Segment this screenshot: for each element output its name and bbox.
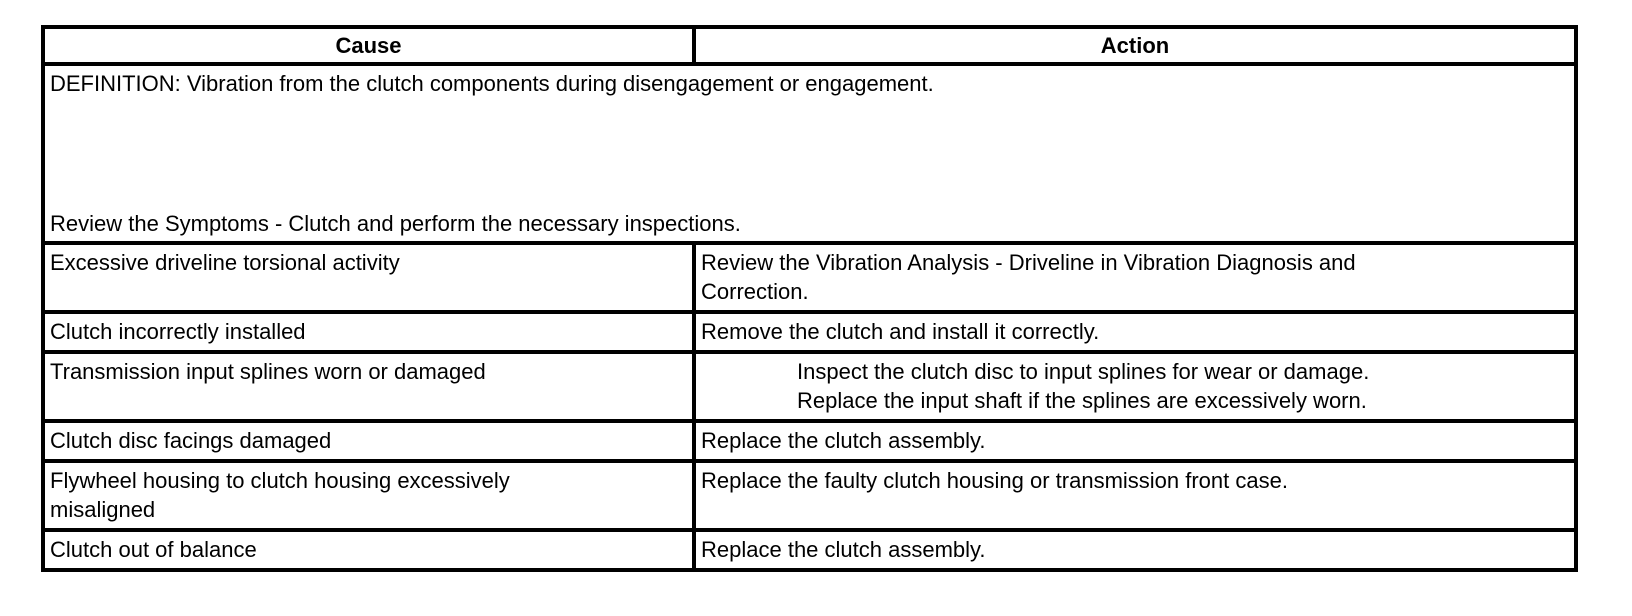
definition-row bbox=[43, 64, 1576, 243]
action-header: Action bbox=[694, 27, 1576, 64]
definition-cell bbox=[43, 64, 1576, 243]
cause-cell: Transmission input splines worn or damaged bbox=[43, 352, 694, 421]
review-symptoms-text: Review the Symptoms - Clutch and perform the necessary inspections. bbox=[50, 211, 741, 236]
table-row bbox=[43, 312, 1576, 352]
table-row bbox=[43, 530, 1576, 570]
action-cell: Replace the clutch assembly. bbox=[694, 530, 1576, 570]
action-line: Correction. bbox=[701, 279, 809, 304]
table-row bbox=[43, 461, 1576, 530]
action-line: Review the Vibration Analysis - Driveline in Vibration Diagnosis and bbox=[701, 250, 1356, 275]
cause-cell: Excessive driveline torsional activity bbox=[43, 243, 694, 312]
cause-line: Flywheel housing to clutch housing excessively bbox=[50, 468, 510, 493]
clutch-vibration-diagnosis-table bbox=[41, 25, 1578, 572]
action-line: Replace the input shaft if the splines are excessively worn. bbox=[797, 388, 1367, 413]
cause-cell bbox=[43, 461, 694, 530]
table-row bbox=[43, 421, 1576, 461]
cause-cell: Clutch incorrectly installed bbox=[43, 312, 694, 352]
action-cell: Replace the clutch assembly. bbox=[694, 421, 1576, 461]
action-line: Inspect the clutch disc to input splines for wear or damage. bbox=[797, 359, 1370, 384]
table-row bbox=[43, 352, 1576, 421]
cause-cell: Clutch disc facings damaged bbox=[43, 421, 694, 461]
action-cell bbox=[694, 243, 1576, 312]
action-cell bbox=[694, 352, 1576, 421]
action-cell: Replace the faulty clutch housing or transmission front case. bbox=[694, 461, 1576, 530]
action-cell: Remove the clutch and install it correctly. bbox=[694, 312, 1576, 352]
cause-line: misaligned bbox=[50, 497, 156, 522]
cause-header: Cause bbox=[43, 27, 694, 64]
definition-text: DEFINITION: Vibration from the clutch components during disengagement or engagement. bbox=[50, 71, 934, 96]
table-row bbox=[43, 243, 1576, 312]
cause-cell: Clutch out of balance bbox=[43, 530, 694, 570]
header-row bbox=[43, 27, 1576, 64]
